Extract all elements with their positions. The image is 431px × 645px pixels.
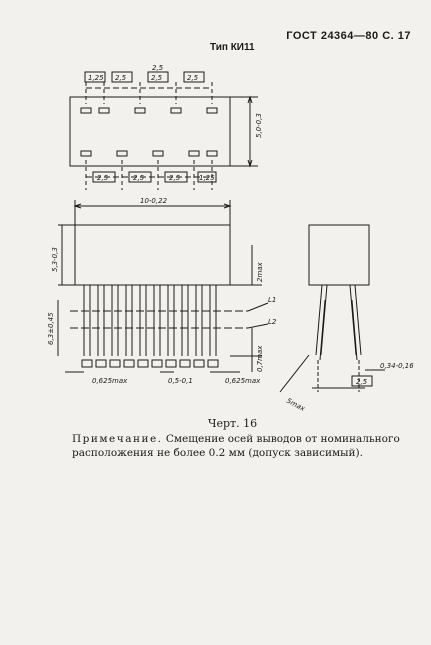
side-lead-label: 0,34-0,16 — [380, 362, 414, 370]
top-pitch-label: 2,5 — [187, 74, 199, 82]
l1-label: L1 — [268, 296, 277, 304]
side-max-label: 5max — [285, 396, 307, 414]
lead-length-label: 6,3±0,45 — [47, 312, 55, 345]
lead-tips — [82, 360, 218, 367]
note-text: Смещение осей выводов от номинального расположения не более 0.2 мм (допуск зависимый). — [72, 433, 400, 459]
top-row-pads — [81, 108, 217, 113]
top-pitch-label: 2,5 — [152, 64, 164, 72]
side-pitch-label: 2,5 — [356, 378, 368, 386]
side-view-leads — [316, 285, 361, 360]
bottom-row-pads — [81, 151, 217, 156]
note-label: Примечание. — [72, 433, 163, 445]
top-pitch-label: 2,5 — [115, 74, 127, 82]
top-pitch-label: 2,5 — [151, 74, 163, 82]
right-offset-label: 0,625max — [225, 377, 261, 385]
bottom-pitch-label: 2,5 — [133, 174, 145, 182]
note — [72, 432, 418, 460]
figure-caption: Черт. 16 — [208, 417, 258, 430]
bottom-pitch-label: 1,25 — [199, 174, 215, 182]
front-height-label: 5,3-0,3 — [51, 247, 59, 272]
side-view-body — [309, 225, 369, 285]
height-dimension-label: 5,0-0,3 — [255, 113, 263, 138]
front-view-leads — [84, 285, 216, 356]
lead-width-label: 0,5-0,1 — [168, 377, 193, 385]
l2-label: L2 — [268, 318, 277, 326]
bottom-pitch-label: 2,5 — [97, 174, 109, 182]
standard-header: ГОСТ 24364—80 С. 17 — [286, 30, 411, 42]
top-view-body — [70, 97, 230, 166]
max07-label: 0,7max — [256, 345, 264, 372]
left-offset-label: 0,625max — [92, 377, 128, 385]
type-title: Тип КИ11 — [210, 42, 255, 53]
bottom-pitch-label: 2,5 — [169, 174, 181, 182]
top-pitch-label: 1,25 — [88, 74, 104, 82]
width-dimension-label: 10-0,22 — [140, 197, 168, 205]
max2-label: 2max — [256, 262, 264, 282]
front-view-body — [75, 225, 230, 285]
